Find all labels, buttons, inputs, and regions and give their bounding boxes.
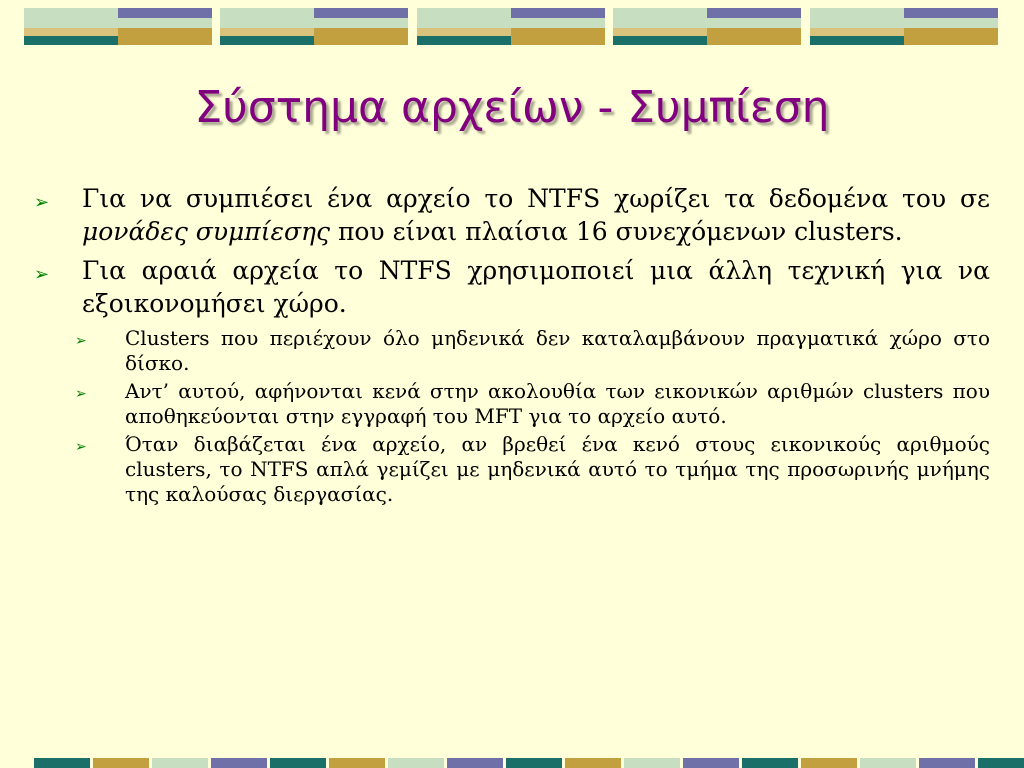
- arrow-bullet-icon: ➢: [34, 264, 50, 285]
- arrow-bullet-icon: ➢: [75, 333, 87, 349]
- header-tile: [613, 8, 801, 45]
- arrow-bullet-icon: ➢: [75, 386, 87, 402]
- footer-band: [152, 758, 208, 768]
- footer-band: [624, 758, 680, 768]
- footer-band: [978, 758, 1024, 768]
- sub-bullet-text: Clusters που περιέχουν όλο μηδενικά δεν καταλαμβάνουν πραγματικά χώρο στο δίσκο.: [125, 326, 990, 375]
- footer-band: [801, 758, 857, 768]
- bullet-item: [30, 182, 990, 248]
- bullet-item: [30, 254, 990, 320]
- header-tile: [417, 8, 605, 45]
- sub-bullet-text: Αντ’ αυτού, αφήνονται κενά στην ακολουθία των εικονικών αριθμών clusters που αποθηκεύονται στην εγγραφή του MFT για το αρχείο αυτό.: [125, 379, 990, 428]
- arrow-bullet-icon: ➢: [34, 192, 50, 213]
- sub-bullet-item: [73, 432, 990, 507]
- footer-band: [919, 758, 975, 768]
- footer-band: [93, 758, 149, 768]
- header-tile: [810, 8, 998, 45]
- footer-band: [742, 758, 798, 768]
- bullet-emphasis: μονάδες συμπίεσης: [82, 217, 330, 246]
- footer-band: [860, 758, 916, 768]
- bullet-text: που είναι πλαίσια 16 συνεχόμενων clusters.: [330, 217, 903, 246]
- sub-bullet-item: [73, 326, 990, 376]
- footer-decoration: [0, 758, 1024, 768]
- footer-band: [506, 758, 562, 768]
- arrow-bullet-icon: ➢: [75, 439, 87, 455]
- slide-title: Σύστημα αρχείων - Συμπίεση: [194, 82, 830, 133]
- slide-content: [30, 182, 990, 510]
- bullet-text: Για να συμπιέσει ένα αρχείο το NTFS χωρίζει τα δεδομένα του σε: [82, 184, 990, 213]
- footer-band: [270, 758, 326, 768]
- footer-band: [329, 758, 385, 768]
- header-tile: [220, 8, 408, 45]
- footer-band: [447, 758, 503, 768]
- footer-band: [34, 758, 90, 768]
- sub-bullet-item: [73, 379, 990, 429]
- footer-band: [211, 758, 267, 768]
- header-tile: [24, 8, 212, 45]
- footer-band: [683, 758, 739, 768]
- footer-band: [565, 758, 621, 768]
- footer-band: [388, 758, 444, 768]
- sub-bullet-text: Όταν διαβάζεται ένα αρχείο, αν βρεθεί ένα κενό στους εικονικούς αριθμούς clusters, το NTFS απλά γεμίζει με μηδενικά αυτό το τμήμα της προσωρινής μνήμης της καλούσας διεργασίας.: [125, 432, 990, 506]
- bullet-text: Για αραιά αρχεία το NTFS χρησιμοποιεί μια άλλη τεχνική για να εξοικονομήσει χώρο.: [82, 256, 990, 318]
